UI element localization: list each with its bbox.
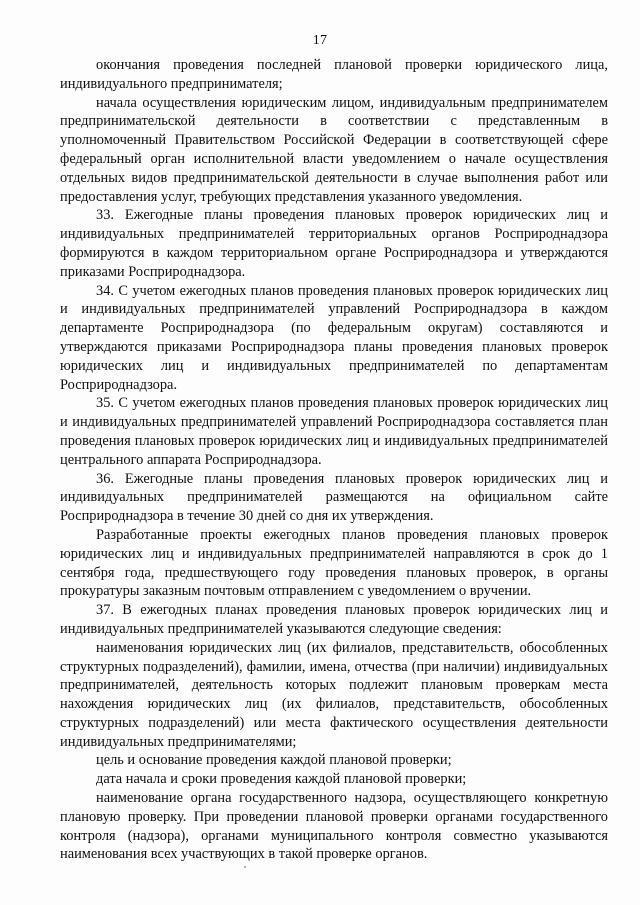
clause-37: 37. В ежегодных планах проведения плановых проверок юридических лиц и индивидуальных предпринимателей указываются следующие сведения: <box>60 602 608 637</box>
scan-speck <box>244 866 246 868</box>
list-item-dates: дата начала и сроки проведения каждой плановой проверки; <box>96 771 467 788</box>
clause-35: 35. С учетом ежегодных планов проведения плановых проверок юридических лиц и индивидуальных предпринимателей управлений Росприроднадзора составляется план проведения плановых проверок юридических лиц и индивидуальных предпринимателей центрального аппарата Росприроднадзора. <box>60 395 608 468</box>
page-number: 17 <box>312 33 328 48</box>
clause-34: 34. С учетом ежегодных планов проведения плановых проверок юридических лиц и индивидуальных предпринимателей управлений Росприроднадзора в каждом департаменте Росприроднадзора (по федеральным округам) составляются и утверждаются приказами Росприроднадзора планы проведения плановых проверок юридических лиц и индивидуальных предпринимателей по департаментам Росприроднадзора. <box>60 282 608 393</box>
paragraph-start-of-activity: начала осуществления юридическим лицом, индивидуальным предпринимателем предпринимательской деятельности в соответствии с представленным в уполномоченный Правительством Российской Федерации в соответствующей сфере федеральный орган исполнительной власти уведомлением о начале осуществления отдельных видов предпринимательской деятельности в случае выполнения работ или предоставления услуг, требующих представления указанного уведомления. <box>60 94 608 205</box>
list-item-purpose: цель и основание проведения каждой плановой проверки; <box>96 752 452 769</box>
list-item-names: наименования юридических лиц (их филиалов, представительств, обособленных структурных подразделений), фамилии, имена, отчества (при наличии) индивидуальных предпринимателей, деятельность которых подлежит плановым проверкам места нахождения юридических лиц (их филиалов, представительств, обособленных структурных подразделений) или места фактического осуществления деятельности индивидуальных предпринимателями; <box>60 639 608 750</box>
paragraph-end-of-last-inspection: окончания проведения последней плановой проверки юридического лица, индивидуального предпринимателя; <box>60 57 608 92</box>
list-item-authority: наименование органа государственного надзора, осуществляющего конкретную плановую проверку. При проведении плановой проверки органами государственного контроля (надзора), органами муниципального контроля совместно указываются наименования всех участвующих в такой проверке органов. <box>60 790 608 863</box>
clause-36: 36. Ежегодные планы проведения плановых проверок юридических лиц и индивидуальных предпринимателей размещаются на официальном сайте Росприроднадзора в течение 30 дней со дня их утверждения. <box>60 470 608 525</box>
document-body <box>60 56 608 864</box>
paragraph-draft-plans: Разработанные проекты ежегодных планов проведения плановых проверок юридических лиц и индивидуальных предпринимателей направляются в срок до 1 сентября года, предшествующего году проведения плановых проверок, в органы прокуратуры заказным почтовым отправлением с уведомлением о вручении. <box>60 526 608 600</box>
clause-33: 33. Ежегодные планы проведения плановых проверок юридических лиц и индивидуальных предпринимателей территориальных органов Росприроднадзора формируются в каждом территориальном органе Росприроднадзора и утверждаются приказами Росприроднадзора. <box>60 207 608 280</box>
